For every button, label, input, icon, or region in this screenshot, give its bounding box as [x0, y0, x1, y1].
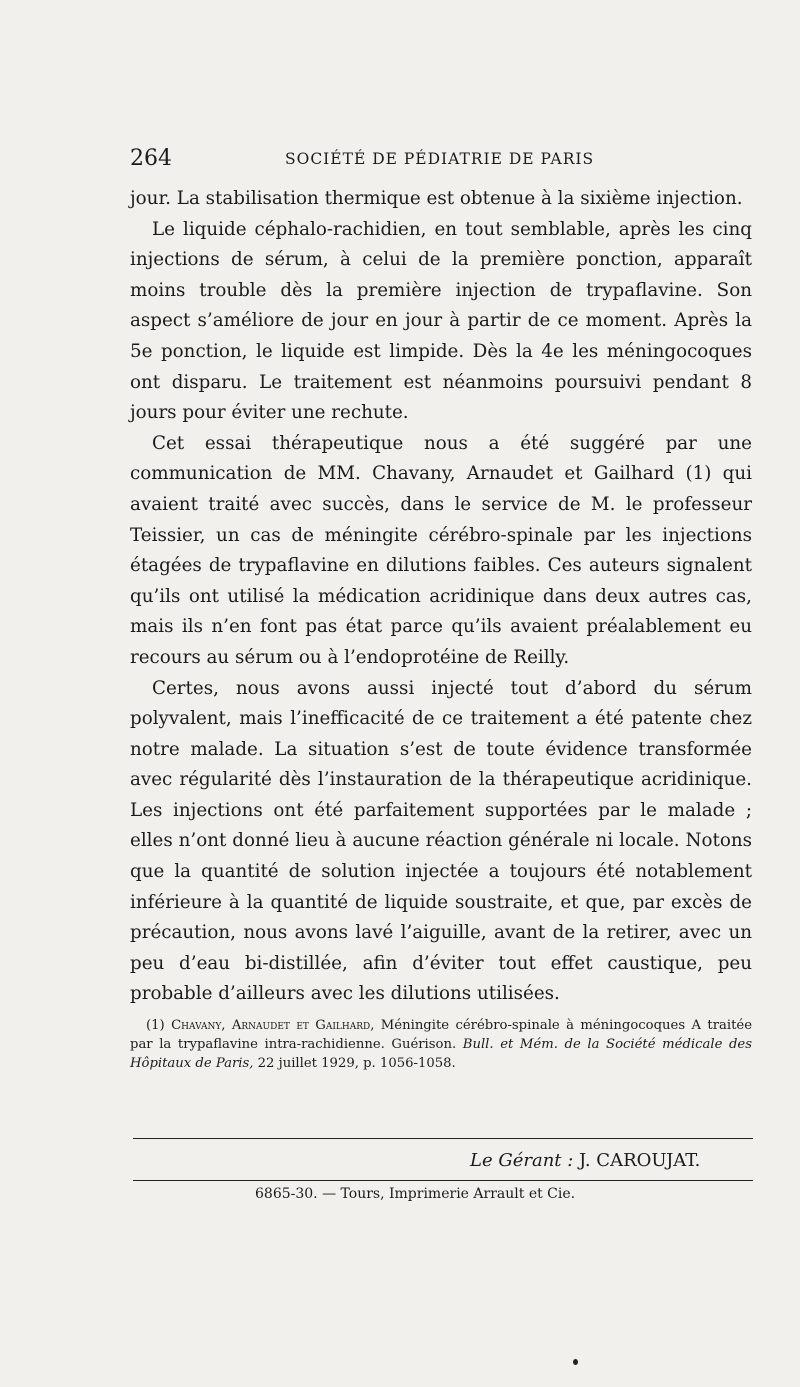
paragraph-1: jour. La stabilisation thermique est obtenue à la sixième injection.	[130, 188, 743, 209]
footnote-journal: Bull. et Mém. de la Société médicale des Hôpitaux de Paris,	[130, 1037, 752, 1071]
imprint: 6865-30. — Tours, Imprimerie Arrault et Cie.	[255, 1186, 576, 1202]
signature-label: Le Gérant :	[470, 1150, 574, 1171]
signature	[470, 1150, 700, 1171]
body-text	[130, 184, 752, 1010]
divider-top	[133, 1138, 753, 1139]
footnote-marker: (1)	[146, 1018, 165, 1033]
running-head: SOCIÉTÉ DE PÉDIATRIE DE PARIS	[285, 150, 595, 168]
paragraph-4: Certes, nous avons aussi injecté tout d’abord du sérum polyvalent, mais l’inefficacité de ce traitement a été patente chez notre malade. La situation s’est de toute évidence transformée avec régularité dès l’instauration de la thérapeutique acridinique. Les injections ont été parfaitement supportées par le malade ; elles n’ont donné lieu à aucune réaction générale ni locale. Notons que la quantité de solution injectée a toujours été notablement inférieure à la quantité de liquide soustraite, et que, par excès de précaution, nous avons lavé l’aiguille, avant de la retirer, avec un peu d’eau bi-distillée, afin d’éviter tout effet caustique, peu probable d’ailleurs avec les dilutions utilisées.	[130, 677, 752, 1005]
divider-bottom	[133, 1180, 753, 1181]
page-header	[130, 146, 750, 176]
footnote-authors: Chavany, Arnaudet et Gailhard,	[171, 1018, 375, 1033]
ink-speck	[573, 1359, 578, 1365]
signature-name: J. CAROUJAT.	[579, 1150, 701, 1171]
footnote	[130, 1016, 752, 1073]
page-number: 264	[130, 146, 172, 171]
footnote-citation: 22 juillet 1929, p. 1056-1058.	[257, 1056, 456, 1071]
footnote-text: Méningite cérébro-spinale à méningocoques A traitée par la trypaflavine intra-rachidienne. Guérison.	[130, 1018, 752, 1052]
paragraph-3: Cet essai thérapeutique nous a été suggéré par une communication de MM. Chavany, Arnaudet et Gailhard (1) qui avaient traité avec succès, dans le service de M. le professeur Teissier, un cas de méningite cérébro-spinale par les injections étagées de trypaflavine en dilutions faibles. Ces auteurs signalent qu’ils ont utilisé la médication acridinique dans deux autres cas, mais ils n’en font pas état parce qu’ils avaient préalablement eu recours au sérum ou à l’endoprotéine de Reilly.	[130, 432, 752, 668]
paragraph-2: Le liquide céphalo-rachidien, en tout semblable, après les cinq injections de sérum, à celui de la première ponction, apparaît moins trouble dès la première injection de trypaflavine. Son aspect s’améliore de jour en jour à partir de ce moment. Après la 5e ponction, le liquide est limpide. Dès la 4e les méningocoques ont disparu. Le traitement est néanmoins poursuivi pendant 8 jours pour éviter une rechute.	[130, 218, 752, 424]
